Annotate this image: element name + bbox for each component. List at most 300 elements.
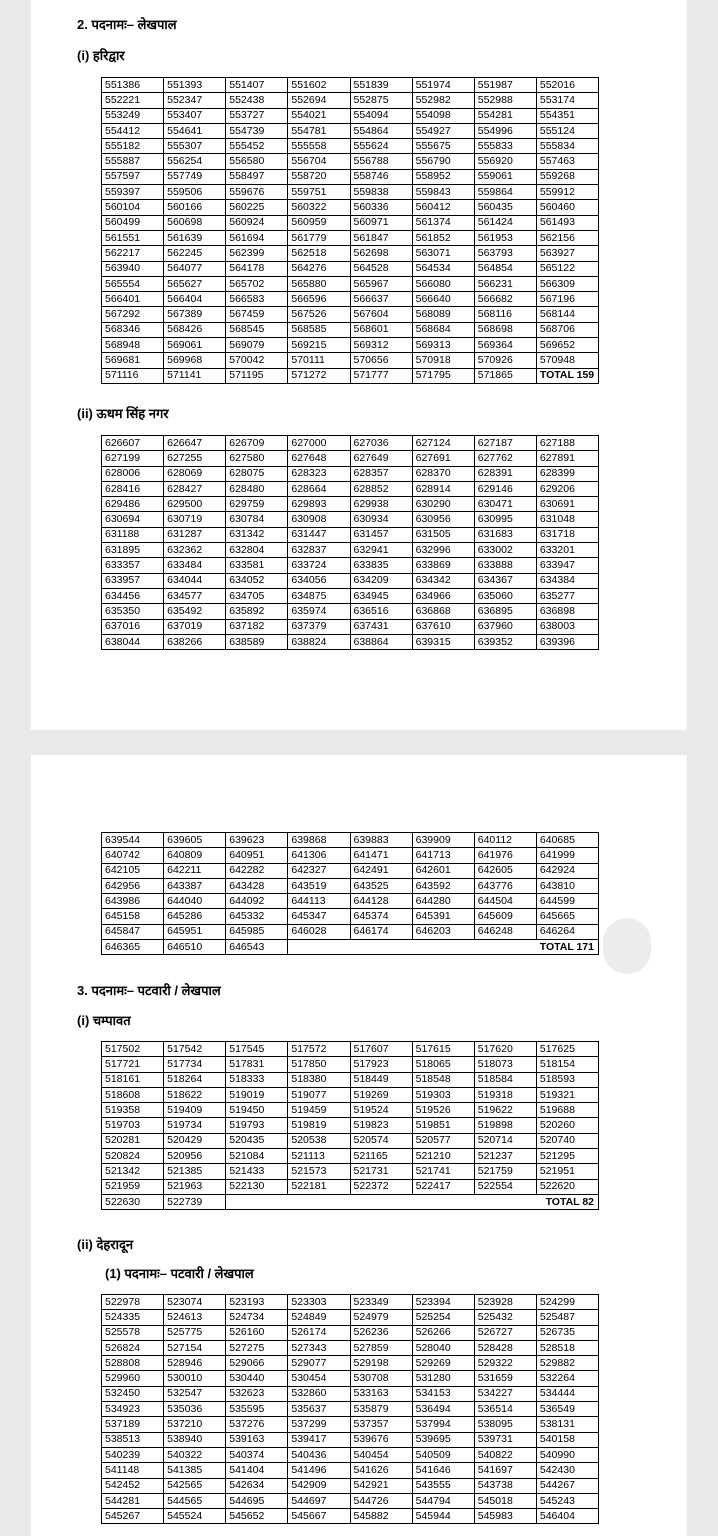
table-cell: 527275 <box>226 1340 288 1355</box>
table-cell: 635892 <box>226 604 288 619</box>
table-cell: 528518 <box>536 1340 598 1355</box>
table-cell: 522372 <box>350 1179 412 1194</box>
table-cell: 646510 <box>164 940 226 955</box>
table-row <box>102 1402 599 1417</box>
table-row <box>102 353 599 368</box>
table-cell: 519819 <box>288 1118 350 1133</box>
table-cell: 545983 <box>474 1509 536 1524</box>
table-cell: 542430 <box>536 1463 598 1478</box>
table-cell: 530708 <box>350 1371 412 1386</box>
table-cell: 561779 <box>288 230 350 245</box>
table-cell: 645609 <box>474 909 536 924</box>
haridwar-title: (i) हरिद्वार <box>77 48 125 63</box>
table-cell: 628370 <box>412 466 474 481</box>
table-cell: 637379 <box>288 619 350 634</box>
udham-singh-nagar-roll-table-continued <box>101 832 599 955</box>
table-cell: 569061 <box>164 338 226 353</box>
table-cell: 538131 <box>536 1417 598 1432</box>
table-cell: 532547 <box>164 1386 226 1401</box>
table-cell: 520574 <box>350 1133 412 1148</box>
table-cell: 519321 <box>536 1087 598 1102</box>
table-cell: 521759 <box>474 1164 536 1179</box>
table-cell: 639883 <box>350 833 412 848</box>
table-cell: 519409 <box>164 1103 226 1118</box>
table-cell: 561551 <box>102 230 164 245</box>
table-cell: 544695 <box>226 1493 288 1508</box>
table-cell: 541646 <box>412 1463 474 1478</box>
table-cell: 569215 <box>288 338 350 353</box>
table-cell: 542565 <box>164 1478 226 1493</box>
table-cell: 642211 <box>164 863 226 878</box>
table-cell: 521084 <box>226 1149 288 1164</box>
table-row <box>102 1103 599 1118</box>
table-cell: 544281 <box>102 1493 164 1508</box>
table-cell: 627648 <box>288 451 350 466</box>
table-cell: 559506 <box>164 185 226 200</box>
table-cell: 639605 <box>164 833 226 848</box>
table-cell: 641306 <box>288 848 350 863</box>
table-cell: 560412 <box>412 200 474 215</box>
table-cell: 562156 <box>536 230 598 245</box>
table-cell: 556790 <box>412 154 474 169</box>
table-cell: 545667 <box>288 1509 350 1524</box>
table-cell: 627199 <box>102 451 164 466</box>
table-cell: 568346 <box>102 322 164 337</box>
table-cell: 627187 <box>474 436 536 451</box>
table-row <box>102 924 599 939</box>
section-3-heading: 3. पदनामः– पटवारी / लेखपाल <box>77 983 221 998</box>
table-cell: 637431 <box>350 619 412 634</box>
table-cell: 527343 <box>288 1340 350 1355</box>
table-cell: 520429 <box>164 1133 226 1148</box>
champawat-title: (i) चम्पावत <box>77 1013 131 1028</box>
table-cell: 630290 <box>412 497 474 512</box>
table-cell: 566080 <box>412 276 474 291</box>
table-cell: 520714 <box>474 1133 536 1148</box>
table-cell: 645332 <box>226 909 288 924</box>
table-cell: 521731 <box>350 1164 412 1179</box>
table-row <box>102 573 599 588</box>
table-cell: 519703 <box>102 1118 164 1133</box>
table-cell: 570918 <box>412 353 474 368</box>
table-cell: 640112 <box>474 833 536 848</box>
table-cell: 522620 <box>536 1179 598 1194</box>
table-row <box>102 1432 599 1447</box>
table-cell: 517502 <box>102 1042 164 1057</box>
table-cell: 646543 <box>226 940 288 955</box>
table-cell: 557749 <box>164 169 226 184</box>
table-cell: 645951 <box>164 924 226 939</box>
table-cell: 554281 <box>474 108 536 123</box>
table-cell: 526727 <box>474 1325 536 1340</box>
table-row <box>102 108 599 123</box>
table-cell: 561374 <box>412 215 474 230</box>
table-cell: 519734 <box>164 1118 226 1133</box>
table-cell: 521959 <box>102 1179 164 1194</box>
table-row <box>102 833 599 848</box>
table-cell: 542909 <box>288 1478 350 1493</box>
table-cell: 635974 <box>288 604 350 619</box>
table-row <box>102 1417 599 1432</box>
table-cell: 643428 <box>226 878 288 893</box>
table-cell: 644092 <box>226 894 288 909</box>
table-cell: 558746 <box>350 169 412 184</box>
table-cell: 571141 <box>164 368 226 383</box>
table-row <box>102 634 599 649</box>
table-cell: 566637 <box>350 292 412 307</box>
table-cell: 520956 <box>164 1149 226 1164</box>
table-cell: 559751 <box>288 185 350 200</box>
table-cell: 643776 <box>474 878 536 893</box>
table-cell: 562698 <box>350 246 412 261</box>
table-cell: 528040 <box>412 1340 474 1355</box>
table-cell: 540990 <box>536 1447 598 1462</box>
table-cell: 568545 <box>226 322 288 337</box>
table-cell: 560336 <box>350 200 412 215</box>
table-cell: 627255 <box>164 451 226 466</box>
table-cell: 554864 <box>350 123 412 138</box>
table-cell: 538513 <box>102 1432 164 1447</box>
table-cell: 566404 <box>164 292 226 307</box>
table-row <box>102 368 599 383</box>
table-cell: 556788 <box>350 154 412 169</box>
table-cell: 645391 <box>412 909 474 924</box>
table-cell: 526735 <box>536 1325 598 1340</box>
table-cell: 567292 <box>102 307 164 322</box>
table-cell: 634705 <box>226 588 288 603</box>
table-cell: 641976 <box>474 848 536 863</box>
table-row <box>102 1386 599 1401</box>
table-cell: 557463 <box>536 154 598 169</box>
table-cell: 555834 <box>536 139 598 154</box>
table-cell: 555833 <box>474 139 536 154</box>
dehradun-subtitle: (1) पदनामः– पटवारी / लेखपाल <box>105 1266 254 1281</box>
table-cell: 567389 <box>164 307 226 322</box>
table-cell: 627762 <box>474 451 536 466</box>
table-cell: 519823 <box>350 1118 412 1133</box>
table-cell: 523193 <box>226 1295 288 1310</box>
table-cell: 518622 <box>164 1087 226 1102</box>
table-cell: 642601 <box>412 863 474 878</box>
table-cell: 568089 <box>412 307 474 322</box>
table-cell: 540454 <box>350 1447 412 1462</box>
table-cell: 525254 <box>412 1310 474 1325</box>
table-cell: 526160 <box>226 1325 288 1340</box>
table-row <box>102 1149 599 1164</box>
table-cell: 537994 <box>412 1417 474 1432</box>
table-cell: 535879 <box>350 1402 412 1417</box>
table-cell: 518380 <box>288 1072 350 1087</box>
table-cell: 555124 <box>536 123 598 138</box>
table-cell: 518548 <box>412 1072 474 1087</box>
table-cell: 541496 <box>288 1463 350 1478</box>
table-cell: 531659 <box>474 1371 536 1386</box>
table-cell: 640742 <box>102 848 164 863</box>
table-cell: 635277 <box>536 588 598 603</box>
table-cell: 518161 <box>102 1072 164 1087</box>
table-cell: 517615 <box>412 1042 474 1057</box>
table-cell: 569079 <box>226 338 288 353</box>
table-cell: 546404 <box>536 1509 598 1524</box>
table-cell: 526266 <box>412 1325 474 1340</box>
table-cell: 564276 <box>288 261 350 276</box>
table-cell: 519269 <box>350 1087 412 1102</box>
table-cell: 522978 <box>102 1295 164 1310</box>
table-cell: 543738 <box>474 1478 536 1493</box>
table-row <box>102 527 599 542</box>
table-cell: 569312 <box>350 338 412 353</box>
table-cell: 568601 <box>350 322 412 337</box>
table-cell: 552438 <box>226 93 288 108</box>
table-row <box>102 543 599 558</box>
table-cell: 521113 <box>288 1149 350 1164</box>
table-row <box>102 558 599 573</box>
table-row <box>102 185 599 200</box>
table-cell: 540374 <box>226 1447 288 1462</box>
table-cell: 535595 <box>226 1402 288 1417</box>
table-cell: 529198 <box>350 1356 412 1371</box>
table-cell: 569364 <box>474 338 536 353</box>
table-cell: 639544 <box>102 833 164 848</box>
table-row <box>102 1072 599 1087</box>
table-cell: 562518 <box>288 246 350 261</box>
table-row <box>102 1164 599 1179</box>
table-cell: 571865 <box>474 368 536 383</box>
table-cell: 554641 <box>164 123 226 138</box>
table-cell: 631505 <box>412 527 474 542</box>
table-cell: 571777 <box>350 368 412 383</box>
table-cell: 566596 <box>288 292 350 307</box>
table-cell: 522130 <box>226 1179 288 1194</box>
table-cell: 568116 <box>474 307 536 322</box>
table-cell: 645374 <box>350 909 412 924</box>
table-cell: 635060 <box>474 588 536 603</box>
table-row <box>102 1493 599 1508</box>
table-cell: 534444 <box>536 1386 598 1401</box>
table-cell: 559843 <box>412 185 474 200</box>
table-cell: 529322 <box>474 1356 536 1371</box>
table-cell: 565702 <box>226 276 288 291</box>
udham-singh-nagar-roll-table <box>101 435 599 650</box>
table-row <box>102 848 599 863</box>
table-row <box>102 481 599 496</box>
table-cell: 637182 <box>226 619 288 634</box>
table-cell: 539676 <box>350 1432 412 1447</box>
table-cell: 519524 <box>350 1103 412 1118</box>
table-cell: 552347 <box>164 93 226 108</box>
table-cell: 568144 <box>536 307 598 322</box>
table-cell: 565967 <box>350 276 412 291</box>
table-cell: 520260 <box>536 1118 598 1133</box>
table-cell: 537299 <box>288 1417 350 1432</box>
table-cell: 559676 <box>226 185 288 200</box>
table-cell: 535036 <box>164 1402 226 1417</box>
table-cell: 626709 <box>226 436 288 451</box>
table-cell: 555887 <box>102 154 164 169</box>
table-cell: 639315 <box>412 634 474 649</box>
table-cell: 627000 <box>288 436 350 451</box>
table-cell: 644040 <box>164 894 226 909</box>
table-cell: 626607 <box>102 436 164 451</box>
table-cell: 646365 <box>102 940 164 955</box>
table-cell: 633724 <box>288 558 350 573</box>
table-cell: 627580 <box>226 451 288 466</box>
table-cell: 530454 <box>288 1371 350 1386</box>
table-cell: 563940 <box>102 261 164 276</box>
table-cell: 526236 <box>350 1325 412 1340</box>
dehradun-roll-table <box>101 1294 599 1524</box>
table-cell: 545018 <box>474 1493 536 1508</box>
table-cell: 523928 <box>474 1295 536 1310</box>
table-row <box>102 863 599 878</box>
table-cell: 517923 <box>350 1057 412 1072</box>
table-cell: 559061 <box>474 169 536 184</box>
table-cell: 640951 <box>226 848 288 863</box>
table-cell: 543555 <box>412 1478 474 1493</box>
table-cell: 532264 <box>536 1371 598 1386</box>
table-cell: 541404 <box>226 1463 288 1478</box>
table-cell: 628006 <box>102 466 164 481</box>
table-row <box>102 322 599 337</box>
table-cell: 520538 <box>288 1133 350 1148</box>
table-cell: 567604 <box>350 307 412 322</box>
table-cell: 638003 <box>536 619 598 634</box>
total-cell: TOTAL 171 <box>288 940 599 955</box>
table-cell: 629486 <box>102 497 164 512</box>
table-cell: 634044 <box>164 573 226 588</box>
table-cell: 570111 <box>288 353 350 368</box>
table-cell: 522739 <box>164 1194 226 1209</box>
table-cell: 631683 <box>474 527 536 542</box>
table-cell: 642327 <box>288 863 350 878</box>
table-cell: 555452 <box>226 139 288 154</box>
table-cell: 639909 <box>412 833 474 848</box>
table-row <box>102 1310 599 1325</box>
table-cell: 518608 <box>102 1087 164 1102</box>
table-cell: 564178 <box>226 261 288 276</box>
table-cell: 517734 <box>164 1057 226 1072</box>
table-cell: 630956 <box>412 512 474 527</box>
table-cell: 631287 <box>164 527 226 542</box>
table-cell: 522554 <box>474 1179 536 1194</box>
table-row <box>102 1087 599 1102</box>
table-cell: 646248 <box>474 924 536 939</box>
table-cell: 559912 <box>536 185 598 200</box>
table-cell: 519077 <box>288 1087 350 1102</box>
haridwar-roll-table <box>101 77 599 384</box>
table-cell: 540822 <box>474 1447 536 1462</box>
table-cell: 538095 <box>474 1417 536 1432</box>
table-row <box>102 230 599 245</box>
table-cell: 536514 <box>474 1402 536 1417</box>
table-cell: 521433 <box>226 1164 288 1179</box>
table-cell: 643519 <box>288 878 350 893</box>
table-cell: 561424 <box>474 215 536 230</box>
table-cell: 566401 <box>102 292 164 307</box>
table-cell: 528428 <box>474 1340 536 1355</box>
table-cell: 646174 <box>350 924 412 939</box>
table-row <box>102 1371 599 1386</box>
table-cell: 555558 <box>288 139 350 154</box>
table-cell: 552694 <box>288 93 350 108</box>
table-cell: 541626 <box>350 1463 412 1478</box>
table-cell: 563071 <box>412 246 474 261</box>
table-cell: 630934 <box>350 512 412 527</box>
table-cell: 627188 <box>536 436 598 451</box>
table-cell: 645158 <box>102 909 164 924</box>
table-cell: 628323 <box>288 466 350 481</box>
table-cell: 566682 <box>474 292 536 307</box>
table-cell: 637960 <box>474 619 536 634</box>
table-cell: 640809 <box>164 848 226 863</box>
table-cell: 524335 <box>102 1310 164 1325</box>
table-cell: 566309 <box>536 276 598 291</box>
table-row <box>102 1340 599 1355</box>
table-cell: 629500 <box>164 497 226 512</box>
table-row <box>102 1179 599 1194</box>
table-cell: 560971 <box>350 215 412 230</box>
table-cell: 642282 <box>226 863 288 878</box>
table-cell: 525432 <box>474 1310 536 1325</box>
table-row <box>102 261 599 276</box>
table-cell: 566583 <box>226 292 288 307</box>
table-cell: 561493 <box>536 215 598 230</box>
table-row <box>102 1509 599 1524</box>
table-cell: 560698 <box>164 215 226 230</box>
table-cell: 522181 <box>288 1179 350 1194</box>
table-cell: 630694 <box>102 512 164 527</box>
table-cell: 634456 <box>102 588 164 603</box>
table-cell: 537189 <box>102 1417 164 1432</box>
total-cell: TOTAL 82 <box>226 1194 599 1209</box>
table-cell: 566640 <box>412 292 474 307</box>
table-cell: 643592 <box>412 878 474 893</box>
table-cell: 524613 <box>164 1310 226 1325</box>
table-cell: 568585 <box>288 322 350 337</box>
table-cell: 518449 <box>350 1072 412 1087</box>
table-cell: 562245 <box>164 246 226 261</box>
table-cell: 634052 <box>226 573 288 588</box>
table-cell: 569313 <box>412 338 474 353</box>
table-cell: 521295 <box>536 1149 598 1164</box>
table-cell: 632996 <box>412 543 474 558</box>
table-cell: 560225 <box>226 200 288 215</box>
table-cell: 634056 <box>288 573 350 588</box>
table-cell: 541385 <box>164 1463 226 1478</box>
table-cell: 630691 <box>536 497 598 512</box>
table-cell: 633835 <box>350 558 412 573</box>
table-cell: 531280 <box>412 1371 474 1386</box>
table-cell: 567526 <box>288 307 350 322</box>
table-cell: 559397 <box>102 185 164 200</box>
table-cell: 646028 <box>288 924 350 939</box>
table-cell: 628852 <box>350 481 412 496</box>
table-cell: 638824 <box>288 634 350 649</box>
table-row <box>102 169 599 184</box>
table-cell: 560166 <box>164 200 226 215</box>
section-2-heading: 2. पदनामः– लेखपाल <box>77 17 177 32</box>
table-cell: 631342 <box>226 527 288 542</box>
table-cell: 541148 <box>102 1463 164 1478</box>
table-cell: 627036 <box>350 436 412 451</box>
table-cell: 524849 <box>288 1310 350 1325</box>
table-cell: 529269 <box>412 1356 474 1371</box>
table-cell: 519303 <box>412 1087 474 1102</box>
table-cell: 645665 <box>536 909 598 924</box>
table-cell: 523349 <box>350 1295 412 1310</box>
table-cell: 629759 <box>226 497 288 512</box>
table-cell: 642924 <box>536 863 598 878</box>
